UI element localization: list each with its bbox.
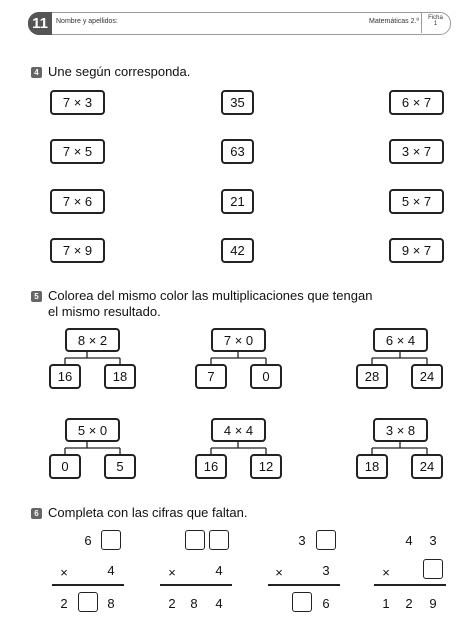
s4-middle-4[interactable]: 42 (221, 238, 254, 263)
p3-times-sign: × (275, 565, 283, 580)
s5-result-1b[interactable]: 18 (104, 364, 136, 389)
s5-product-4[interactable]: 5 × 0 (65, 418, 120, 442)
s5-product-2[interactable]: 7 × 0 (211, 328, 266, 352)
unit-number-badge: 11 (28, 12, 52, 35)
p3-res-units: 6 (322, 596, 330, 611)
s5-result-4a[interactable]: 0 (49, 454, 81, 479)
p4-top-units: 3 (429, 533, 437, 548)
p2-res-units: 4 (215, 596, 223, 611)
section-5-title-line-2: el mismo resultado. (48, 304, 161, 319)
p1-top-units-blank[interactable] (101, 530, 121, 550)
s4-left-4[interactable]: 7 × 9 (50, 238, 105, 263)
s4-middle-2[interactable]: 63 (221, 139, 254, 164)
p2-rule (160, 584, 232, 586)
p1-res-tens-blank[interactable] (78, 592, 98, 612)
p1-times-sign: × (60, 565, 68, 580)
s5-product-1[interactable]: 8 × 2 (65, 328, 120, 352)
p2-res-hundreds: 2 (168, 596, 176, 611)
s5-result-3b[interactable]: 24 (411, 364, 443, 389)
section-4-title: Une según corresponda. (48, 64, 191, 79)
s5-result-5b[interactable]: 12 (250, 454, 282, 479)
s4-left-3[interactable]: 7 × 6 (50, 189, 105, 214)
s5-product-3[interactable]: 6 × 4 (373, 328, 428, 352)
section-4-number: 4 (31, 67, 42, 78)
p4-rule (374, 584, 446, 586)
subject-label: Matemáticas 2.º (369, 18, 420, 25)
section-6-title: Completa con las cifras que faltan. (48, 505, 248, 520)
s5-result-1a[interactable]: 16 (49, 364, 81, 389)
s5-result-2b[interactable]: 0 (250, 364, 282, 389)
s4-left-2[interactable]: 7 × 5 (50, 139, 105, 164)
p1-rule (52, 584, 124, 586)
s5-result-4b[interactable]: 5 (104, 454, 136, 479)
p3-res-tens-blank[interactable] (292, 592, 312, 612)
s5-result-6b[interactable]: 24 (411, 454, 443, 479)
ficha-word: Ficha (428, 15, 443, 21)
p3-top-tens: 3 (298, 533, 306, 548)
p4-multiplier-blank[interactable] (423, 559, 443, 579)
ficha-number: 1 (433, 21, 438, 27)
p4-res-tens: 2 (405, 596, 413, 611)
p1-multiplier: 4 (107, 563, 115, 578)
s4-right-4[interactable]: 9 × 7 (389, 238, 444, 263)
s5-result-6a[interactable]: 18 (356, 454, 388, 479)
section-5-title-line-1: Colorea del mismo color las multiplicaciones que tengan (48, 288, 373, 303)
s4-right-3[interactable]: 5 × 7 (389, 189, 444, 214)
section-6-number: 6 (31, 508, 42, 519)
p2-multiplier: 4 (215, 563, 223, 578)
s5-result-3a[interactable]: 28 (356, 364, 388, 389)
p2-top-tens-blank[interactable] (185, 530, 205, 550)
s5-result-2a[interactable]: 7 (195, 364, 227, 389)
p3-top-units-blank[interactable] (316, 530, 336, 550)
p2-top-units-blank[interactable] (209, 530, 229, 550)
s4-middle-3[interactable]: 21 (221, 189, 254, 214)
s5-product-5[interactable]: 4 × 4 (211, 418, 266, 442)
p3-rule (268, 584, 340, 586)
s4-right-2[interactable]: 3 × 7 (389, 139, 444, 164)
name-label: Nombre y apellidos: (56, 18, 118, 25)
section-5-number: 5 (31, 291, 42, 302)
p1-top-tens: 6 (84, 533, 92, 548)
p4-top-tens: 4 (405, 533, 413, 548)
s5-result-5a[interactable]: 16 (195, 454, 227, 479)
p2-times-sign: × (168, 565, 176, 580)
s4-right-1[interactable]: 6 × 7 (389, 90, 444, 115)
s4-left-1[interactable]: 7 × 3 (50, 90, 105, 115)
p3-multiplier: 3 (322, 563, 330, 578)
p2-res-tens: 8 (190, 596, 198, 611)
p1-res-hundreds: 2 (60, 596, 68, 611)
p1-res-units: 8 (107, 596, 115, 611)
p4-res-units: 9 (429, 596, 437, 611)
s5-product-6[interactable]: 3 × 8 (373, 418, 428, 442)
p4-times-sign: × (382, 565, 390, 580)
p4-res-hundreds: 1 (382, 596, 390, 611)
s4-middle-1[interactable]: 35 (221, 90, 254, 115)
